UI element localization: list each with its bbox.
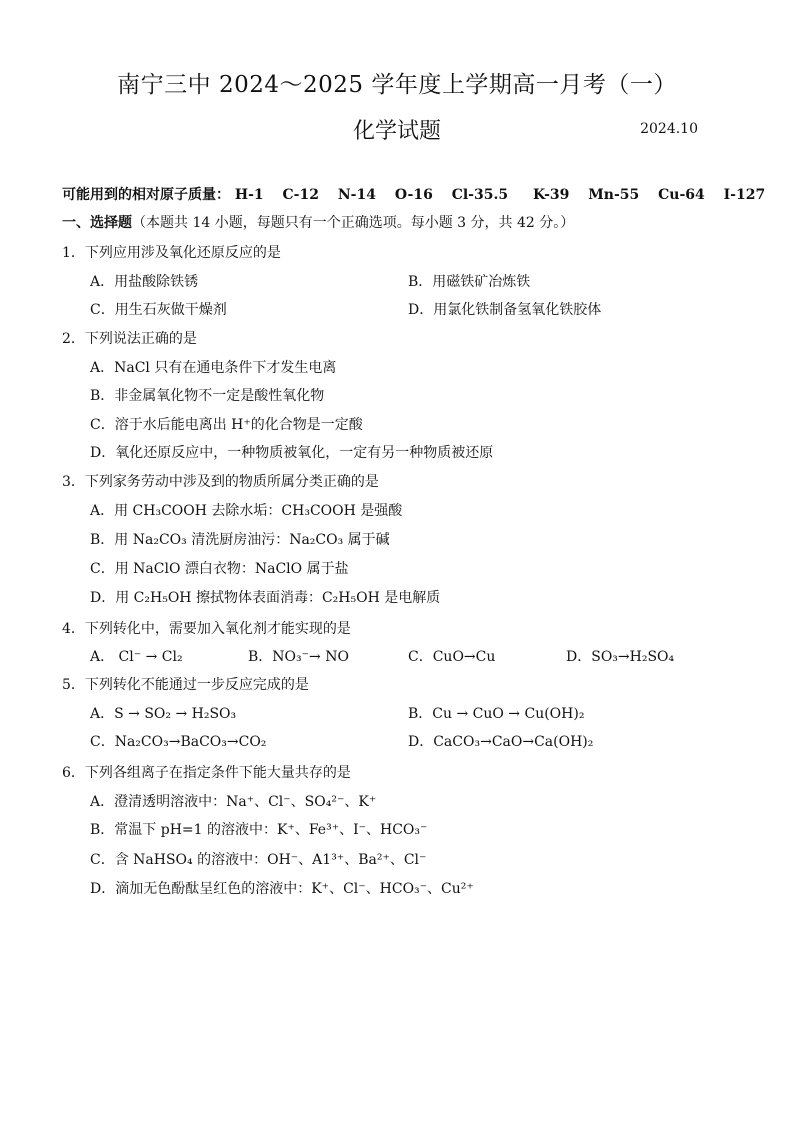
option-d: D．氧化还原反应中，一种物质被氧化，一定有另一种物质被还原	[90, 445, 494, 461]
exam-subject: 化学试题	[352, 119, 441, 144]
section-heading	[62, 212, 574, 232]
option-d: D．SO₃→H₂SO₄	[566, 649, 675, 665]
option-d: D．CaCO₃→CaO→Ca(OH)₂	[408, 734, 594, 750]
option-a: A．S → SO₂ → H₂SO₃	[90, 706, 237, 722]
option-c: C．用 NaClO 漂白衣物：NaClO 属于盐	[90, 561, 349, 577]
option-c: C．用生石灰做干燥剂	[90, 302, 227, 318]
atomic-mass-item: C-12	[282, 187, 319, 203]
option-c: C．溶于水后能电离出 H⁺的化合物是一定酸	[90, 417, 363, 433]
option-d: D．用 C₂H₅OH 擦拭物体表面消毒：C₂H₅OH 是电解质	[90, 590, 441, 606]
option-b: B．用 Na₂CO₃ 清洗厨房油污：Na₂CO₃ 属于碱	[90, 532, 390, 548]
option-a: A．用 CH₃COOH 去除水垢：CH₃COOH 是强酸	[90, 503, 403, 519]
option-d: D．滴加无色酚酞呈红色的溶液中：K⁺、Cl⁻、HCO₃⁻、Cu²⁺	[90, 881, 474, 897]
option-c: C．Na₂CO₃→BaCO₃→CO₂	[90, 734, 267, 750]
option-d: D．用氯化铁制备氢氧化铁胶体	[408, 302, 602, 318]
atomic-masses-line	[62, 184, 779, 204]
option-a: A．澄清透明溶液中：Na⁺、Cl⁻、SO₄²⁻、K⁺	[90, 794, 377, 810]
atomic-mass-item: Cl-35.5	[451, 187, 509, 203]
option-b: B．常温下 pH=1 的溶液中：K⁺、Fe³⁺、I⁻、HCO₃⁻	[90, 822, 428, 838]
option-c: C．CuO→Cu	[408, 649, 496, 665]
atomic-mass-item: Mn-55	[588, 187, 640, 203]
question-stem: 5．下列转化不能通过一步反应完成的是	[62, 677, 309, 693]
question-stem: 1．下列应用涉及氧化还原反应的是	[62, 245, 281, 261]
option-b: B．Cu → CuO → Cu(OH)₂	[408, 706, 585, 722]
atomic-mass-item: O-16	[394, 187, 433, 203]
section-title: 一、选择题	[62, 215, 132, 231]
atomic-mass-item: Cu-64	[658, 187, 705, 203]
atomic-mass-item: N-14	[337, 187, 376, 203]
exam-date: 2024.10	[640, 121, 698, 137]
atomic-mass-item: I-127	[723, 187, 766, 203]
atomic-masses-label: 可能用到的相对原子质量：	[62, 187, 230, 203]
option-a: A． Cl⁻ → Cl₂	[90, 649, 183, 665]
question-stem: 3．下列家务劳动中涉及到的物质所属分类正确的是	[62, 474, 379, 490]
option-c: C．含 NaHSO₄ 的溶液中：OH⁻、A1³⁺、Ba²⁺、Cl⁻	[90, 852, 427, 868]
question-stem: 4．下列转化中，需要加入氧化剂才能实现的是	[62, 621, 351, 637]
option-a: A．用盐酸除铁锈	[90, 274, 199, 290]
option-b: B．NO₃⁻→ NO	[248, 649, 349, 665]
question-stem: 2．下列说法正确的是	[62, 331, 197, 347]
option-a: A．NaCl 只有在通电条件下才发生电离	[90, 360, 337, 376]
atomic-mass-item: K-39	[532, 187, 570, 203]
option-b: B．用磁铁矿冶炼铁	[408, 274, 531, 290]
exam-title: 南宁三中 2024～2025 学年度上学期高一月考（一）	[117, 72, 677, 98]
question-stem: 6．下列各组离子在指定条件下能大量共存的是	[62, 765, 351, 781]
section-note: （本题共 14 小题，每题只有一个正确选项。每小题 3 分，共 42 分。）	[132, 215, 575, 231]
option-b: B．非金属氧化物不一定是酸性氧化物	[90, 388, 325, 404]
atomic-mass-item: H-1	[234, 187, 264, 203]
